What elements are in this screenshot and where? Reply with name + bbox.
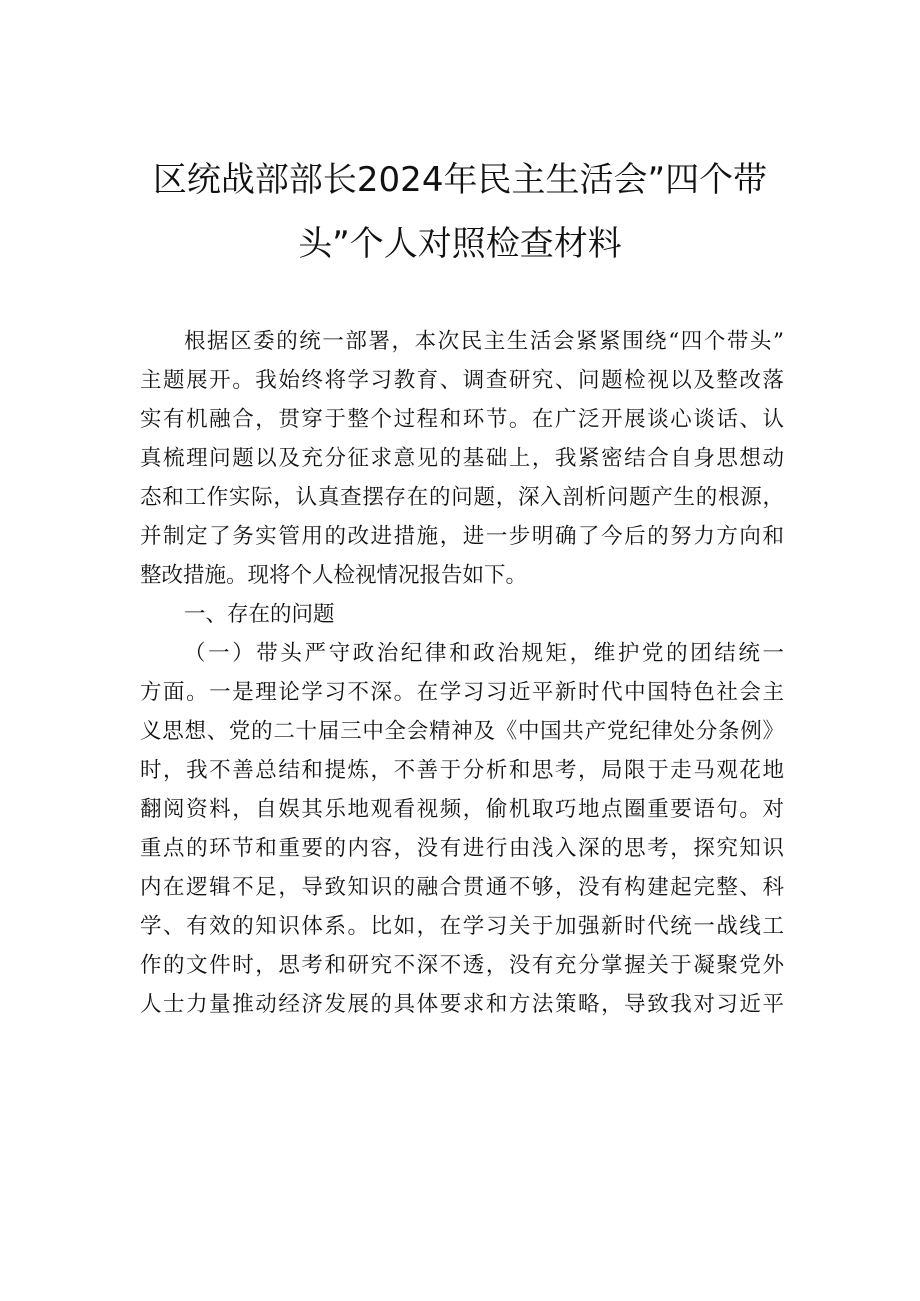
paragraph-line: （一）带头严守政治纪律和政治规矩，维护党的团结统一	[184, 641, 784, 666]
paragraph-line: 翻阅资料，自娱其乐地观看视频，偷机取巧地点圈重要语句。对	[140, 797, 784, 822]
paragraph-line: 实有机融合，贯穿于整个过程和环节。在广泛开展谈心谈话、认	[140, 407, 784, 432]
paragraph-line: 真梳理问题以及充分征求意见的基础上，我紧密结合自身思想动	[140, 446, 784, 471]
title-line-1: 区统战部部长2024年民主生活会”四个带	[152, 160, 768, 200]
paragraph-line: 学、有效的知识体系。比如，在学习关于加强新时代统一战线工	[140, 914, 784, 939]
document-title	[100, 148, 820, 276]
paragraph-line: 态和工作实际，认真查摆存在的问题，深入剖析问题产生的根源，	[140, 485, 784, 510]
paragraph-line: 并制定了务实管用的改进措施，进一步明确了今后的努力方向和	[140, 524, 784, 549]
paragraph-line: 内在逻辑不足，导致知识的融合贯通不够，没有构建起完整、科	[140, 875, 784, 900]
paragraph-line: 人士力量推动经济发展的具体要求和方法策略，导致我对习近平	[140, 992, 784, 1017]
paragraph-line: 作的文件时，思考和研究不深不透，没有充分掌握关于凝聚党外	[140, 953, 784, 978]
title-line-2: 头”个人对照检查材料	[298, 224, 622, 264]
section-heading: 一、存在的问题	[184, 602, 335, 627]
paragraph-line: 整改措施。现将个人检视情况报告如下。	[140, 563, 528, 588]
paragraph-line: 主题展开。我始终将学习教育、调查研究、问题检视以及整改落	[140, 368, 784, 393]
paragraph-line: 重点的环节和重要的内容，没有进行由浅入深的思考，探究知识	[140, 836, 784, 861]
paragraph-line: 方面。一是理论学习不深。在学习习近平新时代中国特色社会主	[140, 680, 784, 705]
paragraph-line: 义思想、党的二十届三中全会精神及《中国共产党纪律处分条例》	[140, 719, 784, 744]
paragraph-line: 时，我不善总结和提炼，不善于分析和思考，局限于走马观花地	[140, 758, 784, 783]
document-body	[140, 322, 784, 1024]
paragraph-line: 根据区委的统一部署，本次民主生活会紧紧围绕“四个带头”	[184, 329, 784, 354]
